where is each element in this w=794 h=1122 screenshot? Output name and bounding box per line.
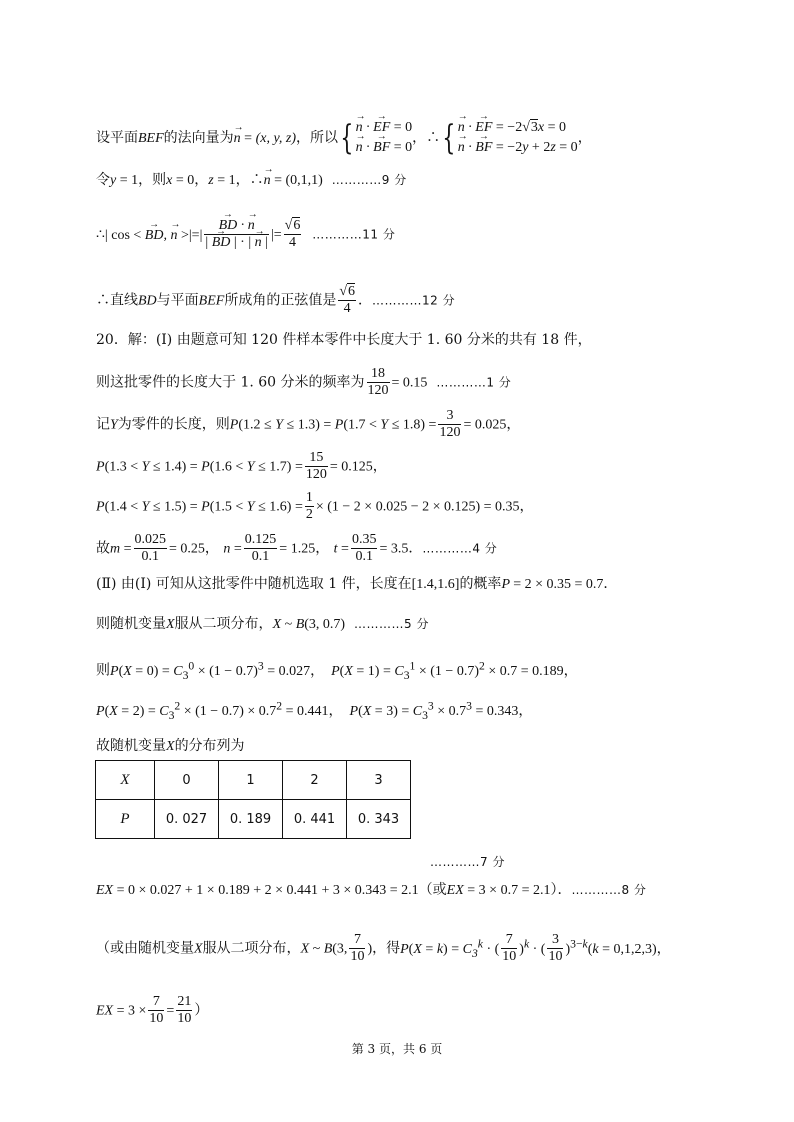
score-4: …………4 分 [422, 541, 498, 556]
line-normal-vector: 设平面BEF的法向量为→ n = (x, y, z)，所以{ → n · → EF = 0 → n · → BF = 0 ，∴{ → n · → EF = −2√3x = 0 → n · → BF = −2y + 2z = 0 ， [96, 118, 592, 158]
score-11: …………11 分 [312, 227, 396, 242]
score-12: …………12 分 [372, 293, 456, 308]
table-cell: 3 [347, 761, 411, 800]
table-cell: 0 [155, 761, 219, 800]
score-7: …………7 分 [430, 855, 505, 869]
score-1: …………1 分 [436, 375, 512, 390]
table-cell: 1 [219, 761, 283, 800]
table-cell: 0. 027 [155, 800, 219, 839]
table-cell: P [96, 800, 155, 839]
line-frequency: 则这批零件的长度大于 1. 60 分米的频率为 $\frac{18}{120}$ = 0.15 …………1 分 [96, 366, 512, 398]
table-cell: X [96, 761, 155, 800]
score-5: …………5 分 [354, 617, 429, 631]
distribution-table [95, 760, 411, 839]
table-row [96, 761, 411, 800]
line-ex-fraction: EX = 3 × $\frac{7}{10}$ = $\frac{21}{10}$ ） [96, 994, 209, 1026]
score-9: …………9 分 [331, 173, 407, 187]
line-dist-intro: 故随机变量X的分布列为 [96, 738, 245, 754]
table-cell: 0. 343 [347, 800, 411, 839]
line-binomial: 则随机变量X服从二项分布，X ~ B(3, 0.7) …………5 分 [96, 616, 429, 632]
line-prob-2: P(1.3 < Y ≤ 1.4) = P(1.6 < Y ≤ 1.7) = $\frac{15}{120}$ = 0.125， [96, 450, 387, 482]
math-n-def: → n = (x, y, z) [234, 131, 296, 146]
line-sine-result: ∴直线BD与平面BEF所成角的正弦值是 $\frac{√6}{4}$ ．…………12 分 [96, 284, 456, 316]
table-cell: 0. 189 [219, 800, 283, 839]
line-prob-1: 记Y为零件的长度，则P(1.2 ≤ Y ≤ 1.3) = P(1.7 < Y ≤ 1.8) = $\frac{3}{120}$ = 0.025， [96, 408, 521, 440]
line-part2: (Ⅱ) 由(Ⅰ) 可知从这批零件中随机选取 1 件，长度在[1.4,1.6]的概率P = 2 × 0.35 = 0.7． [96, 576, 618, 592]
math-system-2: → n · → EF = −2√3x = 0 → n · → BF = −2y + 2z = 0 [458, 118, 578, 158]
line-expectation: EX = 0 × 0.027 + 1 × 0.189 + 2 × 0.441 + 3 × 0.343 = 2.1（或EX = 3 × 0.7 = 2.1）．…………8 分 [96, 882, 647, 898]
math-system-1: → n · → EF = 0 → n · → BF = 0 [356, 118, 413, 158]
score-8: …………8 分 [571, 883, 647, 897]
line-px01: 则$P(X = 0) = C_3^0 \times (1 - 0.7)^3 = 0.027$， $P(X = 1) = C_3^1 \times (1 - 0.7)^2 \times 0.7 = 0.189$， [96, 659, 578, 682]
line-alt-method: （或由随机变量X服从二项分布，X ~ B(3, $\frac{7}{10}$ )，得$P(X = k) = C_3^k$ · ( $\frac{7}{10}$ )$^k$ · ( $\frac{3}{10}$ )$^{3-k}$(k = 0,1,2,3)， [96, 932, 671, 964]
table-cell: 2 [283, 761, 347, 800]
line-prob-3: P(1.4 < Y ≤ 1.5) = P(1.5 < Y ≤ 1.6) = $\frac{1}{2}$ × (1 − 2 × 0.025 − 2 × 0.125) = 0.35， [96, 490, 534, 522]
line-mnt: 故m = $\frac{0.025}{0.1}$ = 0.25， n = $\frac{0.125}{0.1}$ = 1.25， t = $\frac{0.35}{0.1}$ = 3.5．…………4 分 [96, 532, 498, 564]
math-bef: BEF [138, 131, 164, 146]
line-set-y: 令y = 1，则x = 0，z = 1，∴→ n = (0,1,1) …………9 分 [96, 170, 407, 191]
page-footer: 第 3 页，共 6 页 [351, 1042, 443, 1056]
line-cosine: ∴| cos < → BD, → n >|=| → $\frac{BD \cdot \to n}{| \to BD | \cdot | \to n |}$ |= $\frac{√6}{4}$ …………11 分 [96, 218, 395, 251]
table-cell: 0. 441 [283, 800, 347, 839]
table-row [96, 800, 411, 839]
line-px23: $P(X = 2) = C_3^2 \times (1 - 0.7) \times 0.7^2 = 0.441$， $P(X = 3) = C_3^3 \times 0.7^3 = 0.343$， [96, 699, 533, 722]
line-q20-intro: 20．解：(Ⅰ) 由题意可知 120 件样本零件中长度大于 1. 60 分米的共有 18 件， [96, 332, 592, 348]
